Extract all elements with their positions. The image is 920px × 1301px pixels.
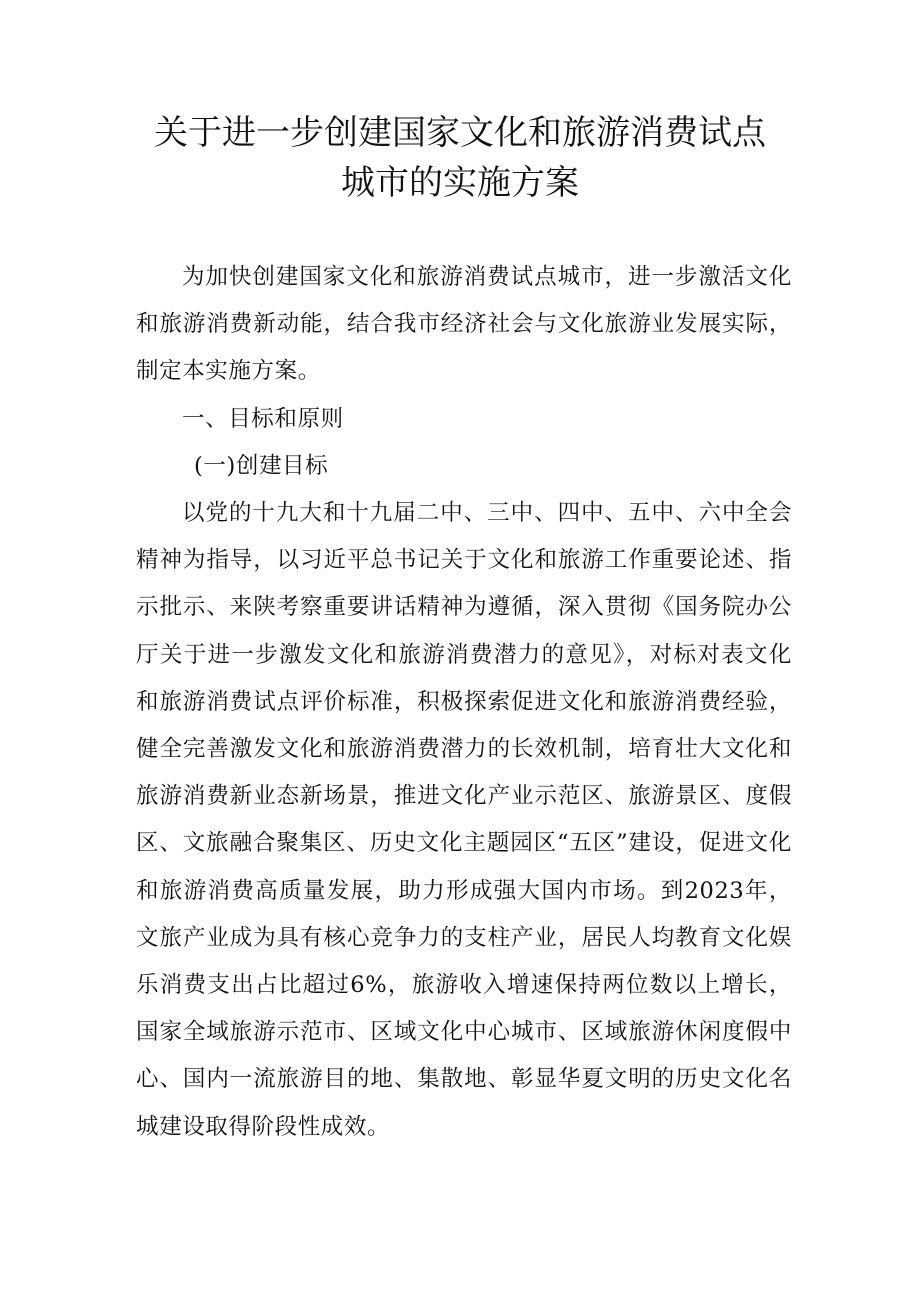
title-line-1: 关于进一步创建国家文化和旅游消费试点 xyxy=(154,113,766,153)
section-heading-goals-principles: 一、目标和原则 xyxy=(182,405,344,432)
goals-paragraph: 以党的十九大和十九届二中、三中、四中、五中、六中全会精神为指导，以习近平总书记关于文化和旅游工作重要论述、指示批示、来陕考察重要讲话精神为遵循，深入贯彻《国务院办公厅关于进一步激发文化和旅游消费潜力的意见》，对标对表文化和旅游消费试点评价标准，积极探索促进文化和旅游消费经验，健全完善激发文化和旅游消费潜力的长效机制，培育壮大文化和旅游消费新业态新场景，推进文化产业示范区、旅游景区、度假区、文旅融合聚集区、历史文化主题园区“五区”建设，促进文化和旅游消费高质量发展，助力形成强大国内市场。到2023年，文旅产业成为具有核心竞争力的支柱产业，居民人均教育文化娱乐消费支出占比超过6%，旅游收入增速保持两位数以上增长，国家全域旅游示范市、区域文化中心城市、区域旅游休闲度假中心、国内一流旅游目的地、集散地、彰显华夏文明的历史文化名城建设取得阶段性成效。 xyxy=(136,500,792,1140)
title-line-2: 城市的实施方案 xyxy=(341,163,579,203)
document-title xyxy=(140,108,780,208)
intro-paragraph: 为加快创建国家文化和旅游消费试点城市，进一步激活文化和旅游消费新动能，结合我市经济社会与文化旅游业发展实际，制定本实施方案。 xyxy=(136,264,792,385)
document-body xyxy=(136,254,792,1151)
subsection-heading-goals: (一)创建目标 xyxy=(194,452,329,479)
